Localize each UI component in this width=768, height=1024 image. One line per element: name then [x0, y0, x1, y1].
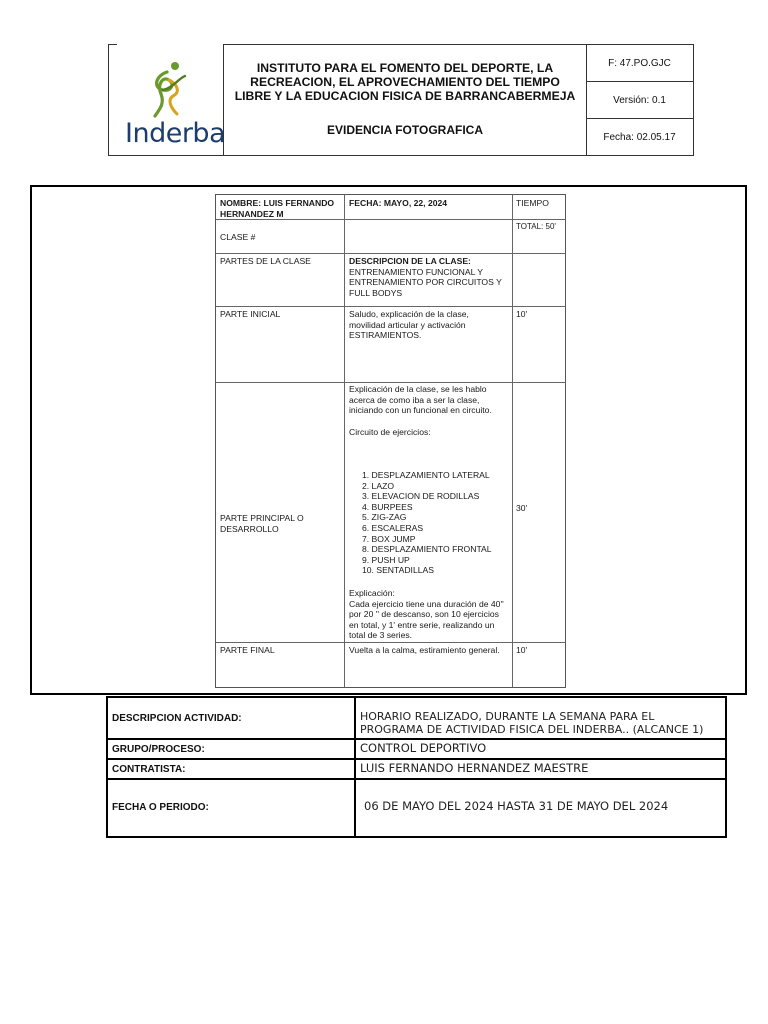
document-header — [108, 44, 694, 155]
main-intro-line: acerca de como iba a ser la clase, — [349, 394, 480, 405]
period-value: 06 DE MAYO DEL 2024 HASTA 31 DE MAYO DEL 2024 — [364, 799, 669, 813]
explanation-line: Cada ejercicio tiene una duración de 40'' — [349, 598, 504, 609]
document-date: Fecha: 02.05.17 — [603, 131, 676, 143]
name-cell — [220, 198, 334, 219]
exercise-list — [362, 470, 492, 576]
activity-value-line: PROGRAMA DE ACTIVIDAD FISICA DEL INDERBA.. (ALCANCE 1) — [360, 723, 704, 736]
main-label-line: PARTE PRINCIPAL O — [220, 513, 304, 523]
activity-label: DESCRIPCION ACTIVIDAD: — [112, 713, 242, 724]
logo-cell — [108, 44, 224, 156]
main-part-label — [220, 513, 304, 534]
exercise-item: 7. BOX JUMP — [362, 533, 416, 544]
exercise-item: 1. DESPLAZAMIENTO LATERAL — [362, 470, 490, 480]
activity-value — [360, 710, 703, 736]
main-part-time: 30' — [516, 503, 528, 513]
group-value: CONTROL DEPORTIVO — [360, 741, 487, 755]
exercise-item: 2. LAZO — [362, 480, 394, 491]
final-part-label: PARTE FINAL — [220, 645, 275, 655]
class-plan-table — [215, 194, 566, 688]
main-intro-line: Explicación de la clase, se les hablo — [349, 384, 487, 394]
exercise-item: 5. ZIG-ZAG — [362, 512, 407, 523]
description-heading: DESCRIPCION DE LA CLASE: — [349, 256, 471, 266]
table-divider — [344, 195, 345, 687]
logo-text: Inderba — [125, 118, 226, 149]
initial-part-description — [349, 309, 469, 341]
institution-line: RECREACION, EL APROVECHAMIENTO DEL TIEMPO — [250, 75, 560, 89]
class-number-label: CLASE # — [220, 232, 256, 242]
document-title: EVIDENCIA FOTOGRAFICA — [326, 123, 483, 137]
table-divider — [216, 382, 565, 383]
document-code: F: 47.PO.GJC — [586, 45, 693, 82]
name-line: NOMBRE: LUIS FERNANDO — [220, 198, 335, 208]
period-row — [108, 780, 725, 834]
document-version: Versión: 0.1 — [586, 82, 693, 119]
group-label: GRUPO/PROCESO: — [112, 744, 205, 755]
institution-line: INSTITUTO PARA EL FOMENTO DEL DEPORTE, LA — [256, 61, 554, 75]
group-row — [108, 740, 725, 760]
main-intro-line: iniciando con un funcional en circuito. — [349, 405, 492, 416]
exercise-item: 10. SENTADILLAS — [362, 565, 434, 576]
class-plan-photo — [215, 194, 565, 687]
exercise-item: 8. DESPLAZAMIENTO FRONTAL — [362, 544, 492, 555]
main-label-line: DESARROLLO — [220, 523, 279, 534]
table-divider — [216, 253, 565, 254]
initial-part-time: 10' — [516, 309, 528, 319]
corner-tick — [109, 44, 117, 45]
explanation — [349, 588, 504, 641]
explanation-title: Explicación: — [349, 588, 395, 598]
period-label: FECHA O PERIODO: — [112, 802, 209, 813]
explanation-line: total de 3 series. — [349, 630, 413, 641]
description-line: ENTRENAMIENTO FUNCIONAL Y — [349, 266, 484, 277]
document-meta — [586, 44, 694, 156]
table-divider — [216, 306, 565, 307]
exercise-item: 4. BURPEES — [362, 501, 413, 512]
initial-part-label: PARTE INICIAL — [220, 309, 281, 319]
final-part-time: 10' — [516, 645, 528, 655]
description-line: ENTRENAMIENTO POR CIRCUITOS Y — [349, 277, 502, 288]
date-cell: FECHA: MAYO, 22, 2024 — [349, 198, 448, 208]
total-time: TOTAL: 50' — [516, 222, 556, 231]
final-part-description: Vuelta a la calma, estiramiento general. — [349, 645, 500, 655]
contractor-value: LUIS FERNANDO HERNANDEZ MAESTRE — [360, 761, 589, 775]
contractor-label: CONTRATISTA: — [112, 764, 186, 775]
time-header: TIEMPO — [516, 198, 549, 208]
table-divider — [216, 642, 565, 643]
description-line: FULL BODYS — [349, 287, 403, 298]
initial-line: Saludo, explicación de la clase, — [349, 309, 469, 319]
exercise-item: 9. PUSH UP — [362, 554, 410, 565]
activity-row — [108, 698, 725, 740]
activity-value-line: HORARIO REALIZADO, DURANTE LA SEMANA PARA EL — [360, 710, 655, 723]
activity-info-table — [106, 696, 727, 838]
parts-label: PARTES DE LA CLASE — [220, 256, 311, 266]
description-cell — [349, 256, 502, 298]
institution-cell — [223, 44, 587, 156]
exercise-item: 3. ELEVACION DE RODILLAS — [362, 491, 480, 502]
initial-line: movilidad articular y activación — [349, 319, 466, 330]
exercise-item: 6. ESCALERAS — [362, 522, 424, 533]
circuit-title: Circuito de ejercicios: — [349, 427, 431, 437]
main-intro — [349, 384, 492, 416]
explanation-line: por 20 '' de descanso, son 10 ejercicios — [349, 609, 499, 620]
table-divider — [512, 195, 513, 687]
institution-line: LIBRE Y LA EDUCACION FISICA DE BARRANCABERMEJA — [234, 89, 576, 103]
initial-line: ESTIRAMIENTOS. — [349, 330, 422, 341]
institution-title — [224, 61, 586, 103]
inderba-figure-icon — [145, 58, 189, 120]
name-line: HERNANDEZ M — [220, 208, 284, 219]
explanation-line: en total, y 1' entre serie, realizando un — [349, 619, 495, 630]
contractor-row — [108, 760, 725, 780]
